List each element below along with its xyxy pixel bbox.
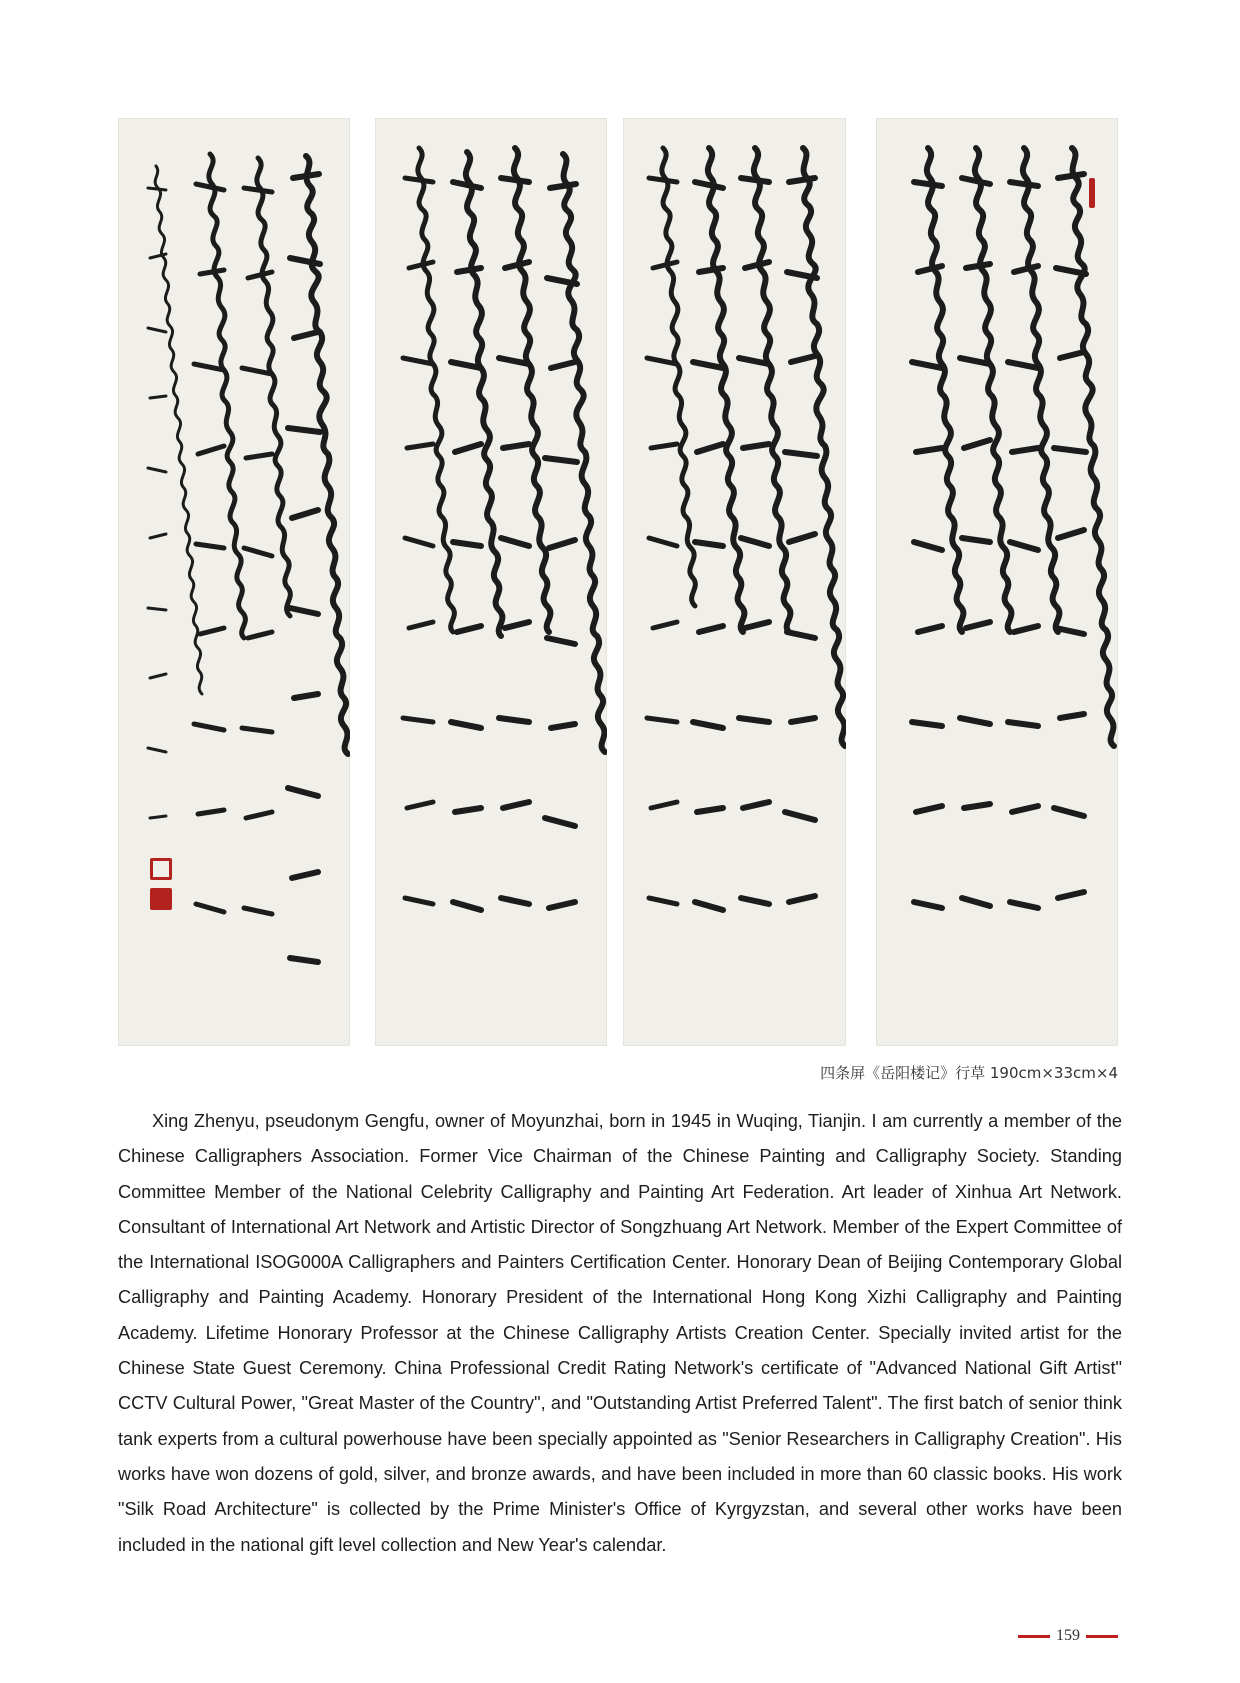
artist-biography: Xing Zhenyu, pseudonym Gengfu, owner of Moyunzhai, born in 1945 in Wuqing, Tianjin. I am currently a member of the Chinese Calligraphers Association. Former Vice Chairman of the Chinese Painting and Calligraphy Society. Standing Committee Member of the National Celebrity Calligraphy and Painting Art Federation. Art leader of Xinhua Art Network. Consultant of International Art Network and Artistic Director of Songzhuang Art Network. Member of the Expert Committee of the International ISOG000A Calligraphers and Painters Certification Center. Honorary Dean of Beijing Contemporary Global Calligraphy and Painting Academy. Honorary President of the International Hong Kong Xizhi Calligraphy and Painting Academy. Lifetime Honorary Professor at the Chinese Calligraphy Artists Creation Center. Specially invited artist for the Chinese State Guest Ceremony. China Professional Credit Rating Network's certificate of "Advanced National Gift Artist" CCTV Cultural Power, "Great Master of the Country", and "Outstanding Artist Preferred Talent". The first batch of senior think tank experts from a cultural powerhouse have been specially appointed as "Senior Researchers in Calligraphy Creation". His works have won dozens of gold, silver, and bronze awards, and have been included in more than 60 classic books. His work "Silk Road Architecture" is collected by the Prime Minister's Office of Kyrgyzstan, and several other works have been included in the national gift level collection and New Year's calendar. <box>118 1111 1122 1555</box>
ink-column <box>451 152 502 910</box>
ink-column <box>960 148 1011 906</box>
leading-seal <box>1089 178 1095 208</box>
ink-column <box>1008 148 1059 908</box>
ink-column <box>912 148 963 908</box>
calligraphy-panel-2 <box>375 118 607 1046</box>
page-number: 159 <box>1056 1627 1080 1644</box>
calligraphy-panel-4 <box>876 118 1118 1046</box>
ink-column <box>1054 148 1114 898</box>
ink-column <box>288 156 348 962</box>
ink-column <box>403 148 454 904</box>
ink-column <box>739 148 790 904</box>
ink-column <box>242 158 290 914</box>
artwork-caption: 四条屏《岳阳楼记》行草 190cm×33cm×4 <box>820 1064 1118 1082</box>
footer-rule-right <box>1086 1635 1118 1638</box>
calligraphy-panel-1 <box>118 118 350 1046</box>
page-footer <box>1018 1627 1118 1645</box>
ink-column <box>499 148 550 904</box>
footer-rule-left <box>1018 1635 1050 1638</box>
artist-seal <box>150 888 172 910</box>
ink-column <box>785 148 845 902</box>
artist-seal <box>150 858 172 880</box>
ink-column <box>647 148 695 904</box>
ink-column <box>148 166 202 818</box>
calligraphy-panel-3 <box>623 118 846 1046</box>
ink-column <box>545 154 605 908</box>
ink-column <box>693 148 744 910</box>
ink-column <box>194 154 245 912</box>
